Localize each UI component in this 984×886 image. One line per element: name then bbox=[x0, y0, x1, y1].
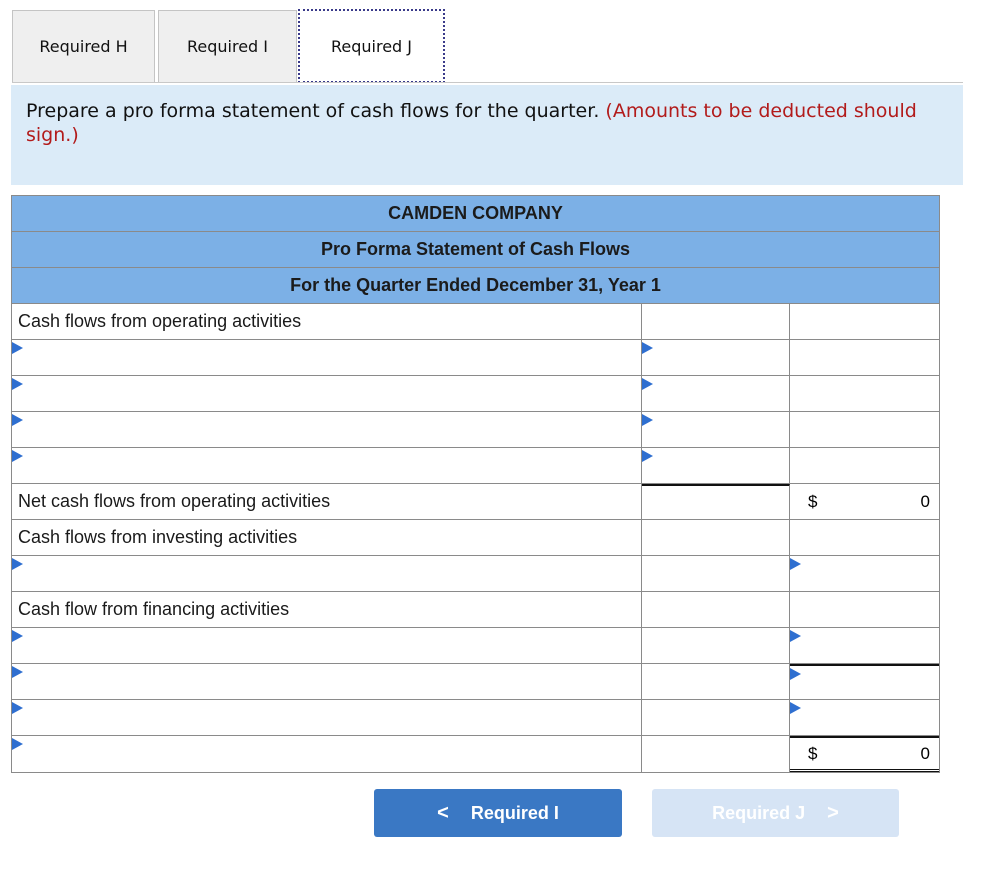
amount-input[interactable] bbox=[642, 412, 790, 447]
operating-input-row bbox=[12, 340, 939, 376]
amount-input[interactable] bbox=[642, 340, 790, 375]
instruction-main: Prepare a pro forma statement of cash flows for the quarter. bbox=[26, 100, 600, 122]
dropdown-arrow-icon[interactable] bbox=[12, 738, 23, 750]
tab-required-j[interactable] bbox=[298, 9, 445, 83]
chevron-right-icon: > bbox=[827, 801, 839, 824]
net-operating-label: Net cash flows from operating activities bbox=[12, 484, 642, 519]
dropdown-arrow-icon[interactable] bbox=[12, 378, 23, 390]
next-required-button[interactable] bbox=[652, 789, 899, 837]
chevron-left-icon: < bbox=[437, 801, 449, 824]
empty-cell bbox=[790, 412, 939, 447]
dropdown-arrow-icon[interactable] bbox=[790, 702, 801, 714]
tab-divider bbox=[12, 82, 963, 83]
empty-cell bbox=[790, 448, 939, 483]
empty-cell bbox=[642, 304, 790, 339]
instruction-note-cont: sign.) bbox=[26, 124, 79, 146]
empty-cell bbox=[642, 520, 790, 555]
account-dropdown[interactable] bbox=[12, 556, 642, 591]
empty-cell bbox=[790, 376, 939, 411]
empty-cell bbox=[642, 556, 790, 591]
dropdown-arrow-icon[interactable] bbox=[790, 668, 801, 680]
amount-input[interactable] bbox=[790, 700, 939, 735]
empty-cell bbox=[642, 664, 790, 699]
next-button-label: Required J bbox=[712, 802, 806, 823]
account-dropdown[interactable] bbox=[12, 448, 642, 483]
operating-header: Cash flows from operating activities bbox=[12, 304, 642, 339]
amount-input[interactable] bbox=[642, 376, 790, 411]
dropdown-arrow-icon[interactable] bbox=[790, 630, 801, 642]
empty-cell bbox=[642, 484, 790, 519]
empty-cell bbox=[642, 700, 790, 735]
empty-cell bbox=[790, 520, 939, 555]
final-total bbox=[790, 736, 939, 772]
investing-input-row bbox=[12, 556, 939, 592]
prev-required-button[interactable] bbox=[374, 789, 622, 837]
dropdown-arrow-icon[interactable] bbox=[12, 558, 23, 570]
amount-input[interactable] bbox=[642, 448, 790, 483]
dropdown-arrow-icon[interactable] bbox=[12, 342, 23, 354]
instruction-note: (Amounts to be deducted should bbox=[605, 100, 917, 122]
dropdown-arrow-icon[interactable] bbox=[642, 378, 653, 390]
dropdown-arrow-icon[interactable] bbox=[12, 666, 23, 678]
net-operating-total bbox=[790, 484, 939, 519]
final-total-value: 0 bbox=[920, 743, 930, 763]
empty-cell bbox=[642, 736, 790, 772]
final-total-row bbox=[12, 736, 939, 772]
financing-input-row bbox=[12, 700, 939, 736]
dropdown-arrow-icon[interactable] bbox=[642, 414, 653, 426]
statement-period: For the Quarter Ended December 31, Year 1 bbox=[12, 268, 939, 304]
dropdown-arrow-icon[interactable] bbox=[790, 558, 801, 570]
currency-symbol: $ bbox=[808, 743, 818, 763]
investing-header-row bbox=[12, 520, 939, 556]
dropdown-arrow-icon[interactable] bbox=[12, 630, 23, 642]
operating-input-row bbox=[12, 448, 939, 484]
financing-header-row bbox=[12, 592, 939, 628]
account-dropdown[interactable] bbox=[12, 412, 642, 447]
instruction-text bbox=[26, 99, 961, 147]
account-dropdown[interactable] bbox=[12, 736, 642, 772]
account-dropdown[interactable] bbox=[12, 628, 642, 663]
prev-button-label: Required I bbox=[470, 802, 559, 823]
dropdown-arrow-icon[interactable] bbox=[12, 450, 23, 462]
amount-input[interactable] bbox=[790, 628, 939, 663]
financing-input-row bbox=[12, 628, 939, 664]
empty-cell bbox=[642, 628, 790, 663]
cash-flow-statement bbox=[11, 195, 940, 773]
account-dropdown[interactable] bbox=[12, 664, 642, 699]
statement-title: Pro Forma Statement of Cash Flows bbox=[12, 232, 939, 268]
currency-symbol: $ bbox=[808, 491, 818, 511]
dropdown-arrow-icon[interactable] bbox=[642, 450, 653, 462]
tab-required-i[interactable] bbox=[158, 10, 297, 82]
tab-label: Required H bbox=[39, 37, 128, 56]
tab-label: Required J bbox=[330, 36, 412, 56]
company-name: CAMDEN COMPANY bbox=[12, 196, 939, 232]
empty-cell bbox=[790, 340, 939, 375]
investing-header: Cash flows from investing activities bbox=[12, 520, 642, 555]
amount-input[interactable] bbox=[790, 664, 939, 699]
empty-cell bbox=[642, 592, 790, 627]
operating-header-row bbox=[12, 304, 939, 340]
financing-header: Cash flow from financing activities bbox=[12, 592, 642, 627]
financing-input-row bbox=[12, 664, 939, 700]
empty-cell bbox=[790, 304, 939, 339]
tab-required-h[interactable] bbox=[12, 10, 155, 82]
tab-bar bbox=[12, 10, 963, 83]
account-dropdown[interactable] bbox=[12, 376, 642, 411]
instruction-box bbox=[11, 85, 963, 185]
account-dropdown[interactable] bbox=[12, 700, 642, 735]
empty-cell bbox=[790, 592, 939, 627]
account-dropdown[interactable] bbox=[12, 340, 642, 375]
net-operating-row bbox=[12, 484, 939, 520]
dropdown-arrow-icon[interactable] bbox=[642, 342, 653, 354]
operating-input-row bbox=[12, 376, 939, 412]
dropdown-arrow-icon[interactable] bbox=[12, 702, 23, 714]
net-operating-value: 0 bbox=[920, 491, 930, 511]
dropdown-arrow-icon[interactable] bbox=[12, 414, 23, 426]
amount-input[interactable] bbox=[790, 556, 939, 591]
operating-input-row bbox=[12, 412, 939, 448]
tab-label: Required I bbox=[186, 37, 268, 56]
